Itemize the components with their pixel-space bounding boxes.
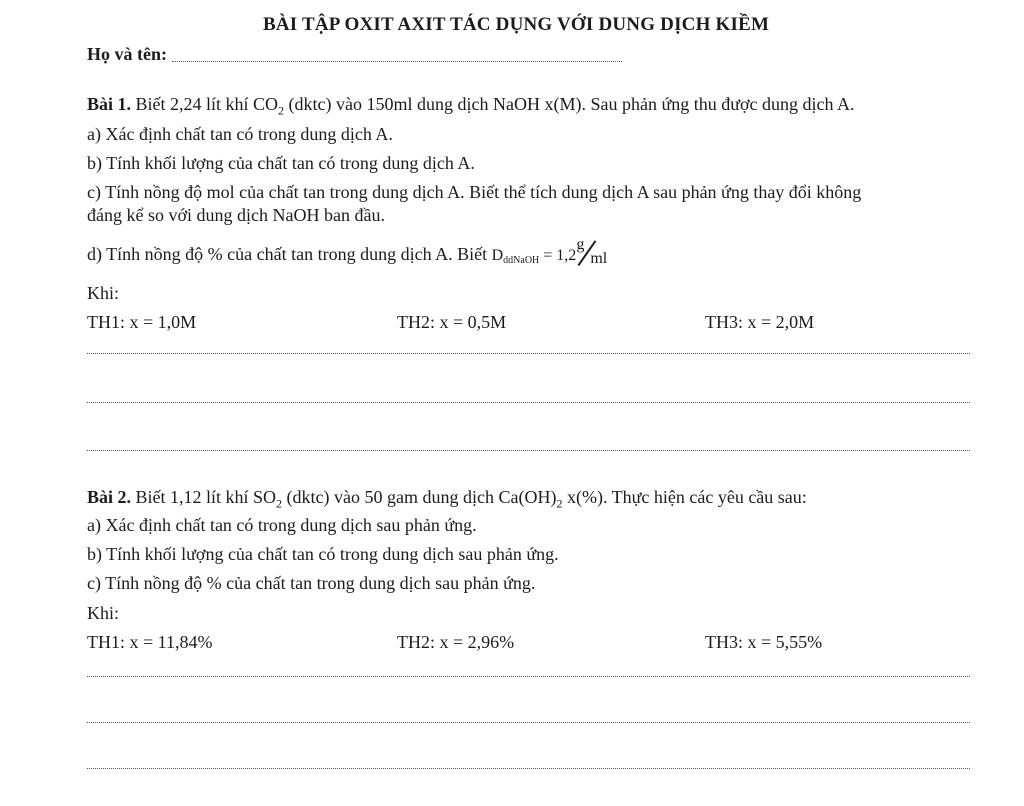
bai2-case-3: TH3: x = 5,55%: [705, 632, 823, 652]
bai2-answer-line-2: [87, 722, 970, 723]
bai1-question-c-line2: đáng kể so với dung dịch NaOH ban đầu.: [87, 205, 385, 225]
bai2-khi-label: Khi:: [87, 603, 120, 623]
bai1-question-d: d) Tính nồng độ % của chất tan trong dung dịch A. Biết DddNaOH = 1,2 g ml: [87, 244, 610, 266]
bai1-case-1: TH1: x = 1,0M: [87, 312, 197, 332]
bai1-answer-line-3: [87, 450, 970, 451]
bai2-statement: Bài 2. Biết 1,12 lít khí $SO_2$ (dktc) vào 50 gam dung dịch $Ca(OH)_2$ x(%). Thực hiện các yêu cầu sau:: [87, 487, 807, 511]
bai2-answer-line-1: [87, 676, 970, 677]
name-fill-line: [172, 61, 622, 62]
bai1-question-c-line1: c) Tính nồng độ mol của chất tan trong dung dịch A. Biết thể tích dung dịch A sau phản ứng thay đổi không: [87, 182, 862, 202]
bai1-case-2: TH2: x = 0,5M: [397, 312, 507, 332]
unit-fraction: g ml: [576, 236, 608, 267]
name-label: Họ và tên:: [87, 44, 167, 64]
bai1-question-b: b) Tính khối lượng của chất tan có trong dung dịch A.: [87, 153, 475, 173]
bai1-heading: Bài 1.: [87, 94, 132, 114]
bai1-answer-line-1: [87, 353, 970, 354]
bai1-answer-line-2: [87, 402, 970, 403]
bai1-question-a: a) Xác định chất tan có trong dung dịch A.: [87, 124, 393, 144]
bai2-case-1: TH1: x = 11,84%: [87, 632, 213, 652]
bai2-answer-line-3: [87, 768, 970, 769]
bai2-question-b: b) Tính khối lượng của chất tan có trong dung dịch sau phản ứng.: [87, 544, 559, 564]
bai2-question-a: a) Xác định chất tan có trong dung dịch sau phản ứng.: [87, 515, 477, 535]
bai2-case-2: TH2: x = 2,96%: [397, 632, 515, 652]
bai2-heading: Bài 2.: [87, 487, 132, 507]
bai1-statement: Bài 1. Biết 2,24 lít khí $CO_2$ (dktc) vào 150ml dung dịch NaOH x(M). Sau phản ứng thu được dung dịch A.: [87, 94, 855, 118]
bai1-case-3: TH3: x = 2,0M: [705, 312, 815, 332]
density-formula: DddNaOH = 1,2: [491, 247, 577, 266]
bai2-question-c: c) Tính nồng độ % của chất tan trong dung dịch sau phản ứng.: [87, 573, 536, 593]
page-title: BÀI TẬP OXIT AXIT TÁC DỤNG VỚI DUNG DỊCH KIỀM: [263, 14, 770, 35]
bai1-khi-label: Khi:: [87, 283, 120, 303]
